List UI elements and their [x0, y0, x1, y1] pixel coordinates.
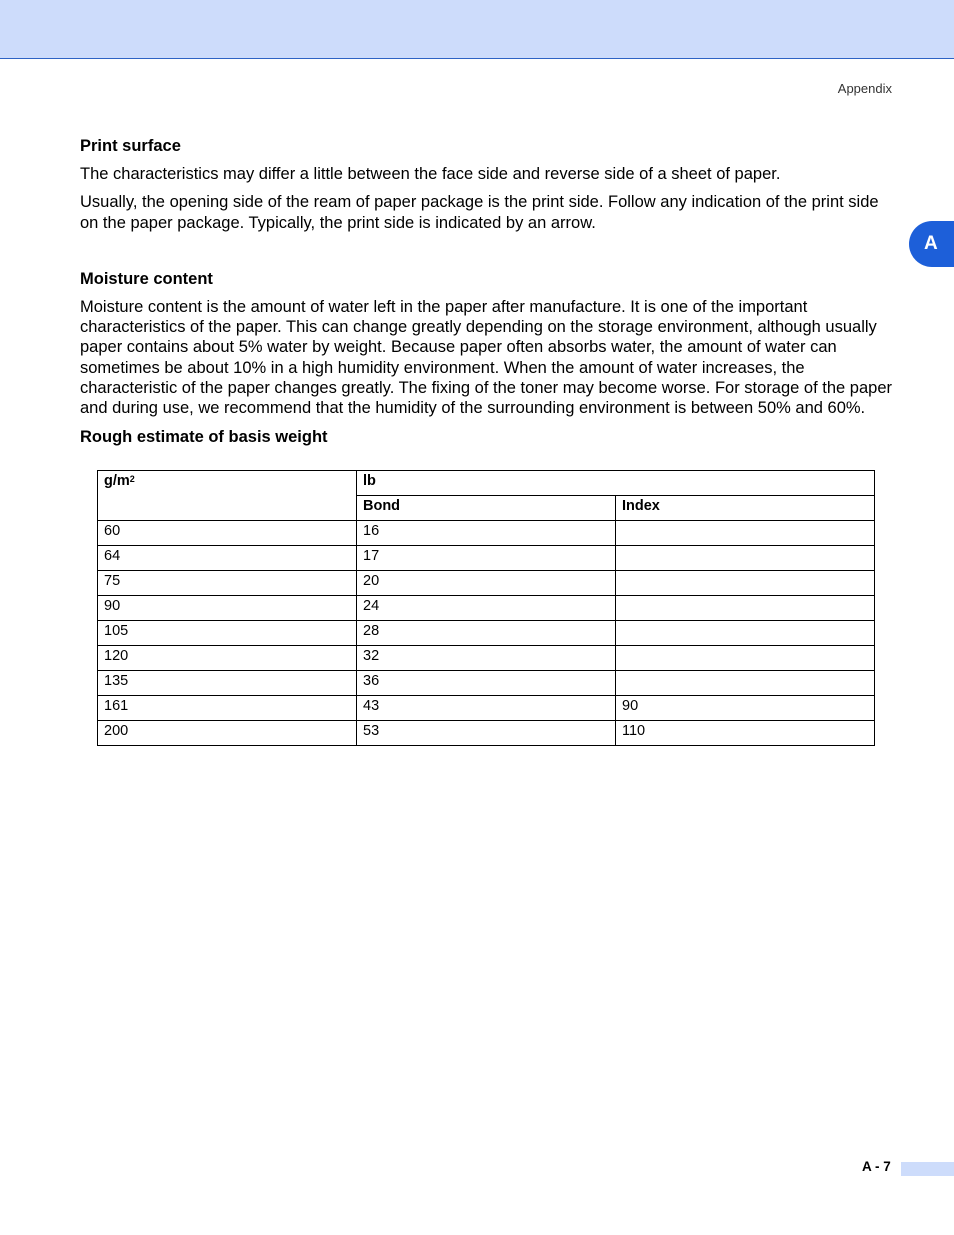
main-content [80, 136, 892, 746]
gsm-header-label: g/m [104, 472, 130, 489]
gsm-cell: 135 [98, 670, 357, 695]
bond-cell: 36 [357, 670, 616, 695]
footer-bar [901, 1162, 954, 1176]
table-row [98, 720, 875, 745]
moisture-heading: Moisture content [80, 269, 213, 288]
table-row [98, 570, 875, 595]
index-cell [616, 595, 875, 620]
table-row [98, 695, 875, 720]
index-cell [616, 545, 875, 570]
index-header-cell: Index [616, 495, 875, 520]
bond-cell: 24 [357, 595, 616, 620]
bond-cell: 32 [357, 645, 616, 670]
gsm-cell: 75 [98, 570, 357, 595]
gsm-cell: 105 [98, 620, 357, 645]
gsm-cell: 120 [98, 645, 357, 670]
index-cell [616, 670, 875, 695]
bond-cell: 28 [357, 620, 616, 645]
bond-cell: 17 [357, 545, 616, 570]
index-cell: 90 [616, 695, 875, 720]
print-surface-paragraph-2: Usually, the opening side of the ream of paper package is the print side. Follow any indication of the print side on the paper package. Typically, the print side is indicated by an arrow. [80, 193, 879, 232]
index-cell: 110 [616, 720, 875, 745]
table-row [98, 545, 875, 570]
bond-cell: 16 [357, 520, 616, 545]
gsm-cell: 200 [98, 720, 357, 745]
index-cell [616, 620, 875, 645]
table-header-row [98, 470, 875, 495]
gsm-header-cell [98, 470, 357, 520]
table-row [98, 595, 875, 620]
lb-header-cell: lb [357, 470, 875, 495]
index-cell [616, 645, 875, 670]
table-row [98, 645, 875, 670]
gsm-cell: 90 [98, 595, 357, 620]
print-surface-heading: Print surface [80, 137, 181, 155]
chapter-tab: A [909, 221, 954, 267]
bond-cell: 20 [357, 570, 616, 595]
print-surface-paragraph-1: The characteristics may differ a little between the face side and reverse side of a sheet of paper. [80, 165, 781, 183]
table-row [98, 520, 875, 545]
basis-weight-heading: Rough estimate of basis weight [80, 427, 328, 446]
bond-cell: 43 [357, 695, 616, 720]
table-row [98, 670, 875, 695]
gsm-cell: 60 [98, 520, 357, 545]
header-band [0, 0, 954, 59]
page-number: A - 7 [862, 1159, 891, 1174]
gsm-cell: 64 [98, 545, 357, 570]
bond-cell: 53 [357, 720, 616, 745]
gsm-header-superscript: 2 [129, 473, 135, 484]
bond-header-cell: Bond [357, 495, 616, 520]
running-header: Appendix [837, 81, 892, 96]
table-row [98, 620, 875, 645]
index-cell [616, 570, 875, 595]
moisture-paragraph: Moisture content is the amount of water left in the paper after manufacture. It is one of the important characteristics of the paper. This can change greatly depending on the storage environment, although usually paper contains about 5% water by weight. Because paper often absorbs water, the amount of water can sometimes be about 10% in a high humidity environment. When the amount of water increases, the characteristic of the paper changes greatly. The fixing of the toner may become worse. For storage of the paper and during use, we recommend that the humidity of the surrounding environment is between 50% and 60%. [80, 297, 892, 418]
index-cell [616, 520, 875, 545]
basis-weight-table [97, 470, 875, 746]
gsm-cell: 161 [98, 695, 357, 720]
